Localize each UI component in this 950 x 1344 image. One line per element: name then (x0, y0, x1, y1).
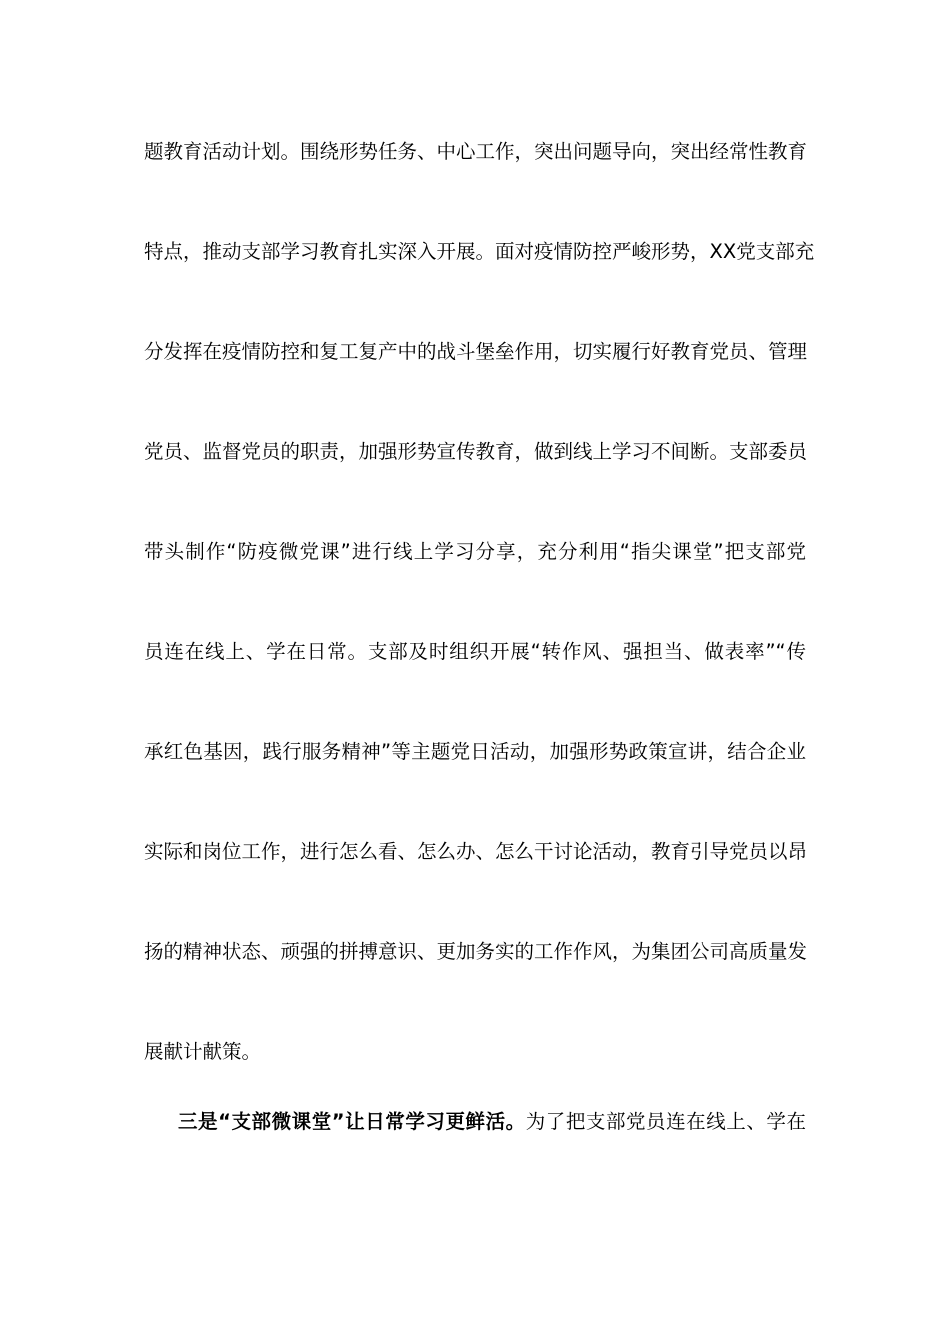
text-line-8: 实际和岗位工作，进行怎么看、怎么办、怎么干讨论活动，教育引导党员以昂 (144, 840, 808, 863)
text-line-3: 分发挥在疫情防控和复工复产中的战斗堡垒作用，切实履行好教育党员、管理 (144, 340, 808, 363)
text-line-9: 扬的精神状态、顽强的拼搏意识、更加务实的工作作风，为集团公司高质量发 (144, 940, 808, 963)
paragraph-2-line (178, 1110, 806, 1134)
text-line-6: 员连在线上、学在日常。支部及时组织开展“转作风、强担当、做表率”“传 (144, 640, 806, 663)
text-line-1: 题教育活动计划。围绕形势任务、中心工作，突出问题导向，突出经常性教育 (144, 140, 808, 163)
text-line-4: 党员、监督党员的职责，加强形势宣传教育，做到线上学习不间断。支部委员 (144, 440, 808, 463)
text-line-10: 展献计献策。 (144, 1040, 262, 1063)
paragraph-2-heading: 三是“支部微课堂”让日常学习更鲜活。 (178, 1110, 526, 1133)
text-line-7: 承红色基因，践行服务精神”等主题党日活动，加强形势政策宣讲，结合企业 (144, 740, 806, 763)
text-line-2: 特点，推动支部学习教育扎实深入开展。面对疫情防控严峻形势，XX党支部充 (144, 240, 815, 263)
paragraph-2-text: 为了把支部党员连在线上、学在 (525, 1110, 806, 1133)
text-line-5: 带头制作“防疫微党课”进行线上学习分享，充分利用“指尖课堂”把支部党 (144, 540, 806, 563)
